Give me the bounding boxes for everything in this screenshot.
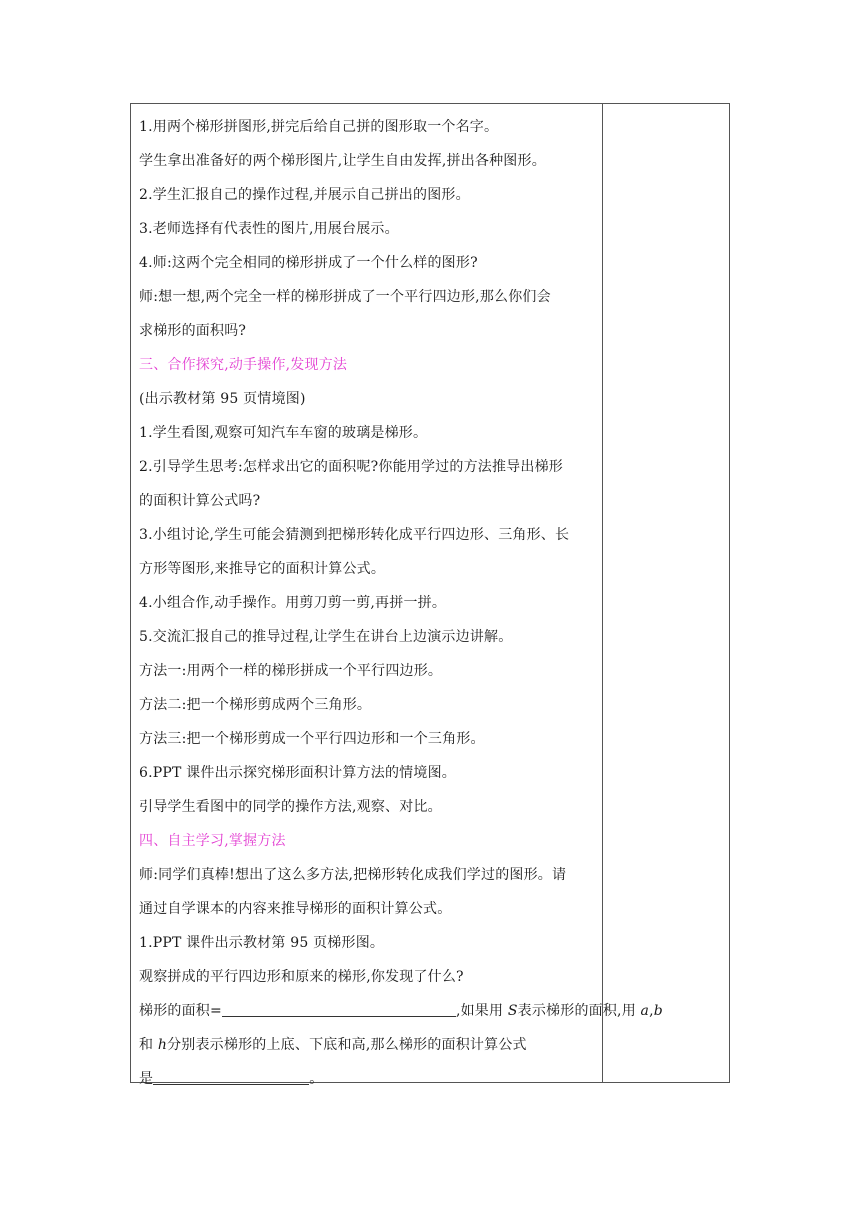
lesson-content-cell [131, 104, 663, 1087]
formula-text: 和 [139, 1037, 158, 1053]
text-line: 4.师:这两个完全相同的梯形拼成了一个什么样的图形? [139, 255, 478, 271]
column-divider [602, 104, 603, 1082]
fill-in-blank[interactable] [153, 1066, 309, 1085]
formula-line-3 [139, 1062, 598, 1096]
text-line: 4.小组合作,动手操作。用剪刀剪一剪,再拼一拼。 [139, 595, 447, 611]
formula-text: 是 [139, 1071, 154, 1087]
text-line: 3.小组讨论,学生可能会猜测到把梯形转化成平行四边形、三角形、长 [139, 527, 570, 543]
fill-in-blank[interactable] [222, 998, 456, 1017]
section-heading: 四、自主学习,掌握方法 [139, 833, 286, 849]
formula-text: ,如果用 [455, 1003, 508, 1019]
formula-line-2 [139, 1028, 598, 1062]
formula-text: 。 [309, 1071, 324, 1087]
text-line: 方法一:用两个一样的梯形拼成一个平行四边形。 [139, 663, 443, 679]
text-line: (出示教材第 95 页情境图) [139, 391, 306, 407]
text-line: 方法二:把一个梯形剪成两个三角形。 [139, 697, 372, 713]
text-line: 1.用两个梯形拼图形,拼完后给自己拼的图形取一个名字。 [139, 119, 499, 135]
variable-b: b [653, 1003, 663, 1019]
section-heading: 三、合作探究,动手操作,发现方法 [139, 357, 348, 373]
variable-s: S [507, 1003, 518, 1019]
text-line: 师:同学们真棒!想出了这么多方法,把梯形转化成我们学过的图形。请 [139, 867, 567, 883]
text-line: 6.PPT 课件出示探究梯形面积计算方法的情境图。 [139, 765, 456, 781]
text-line: 1.PPT 课件出示教材第 95 页梯形图。 [139, 935, 385, 951]
text-line: 的面积计算公式吗? [139, 493, 261, 509]
text-line: 学生拿出准备好的两个梯形图片,让学生自由发挥,拼出各种图形。 [139, 153, 546, 169]
variable-a: a [640, 1003, 650, 1019]
text-line: 5.交流汇报自己的推导过程,让学生在讲台上边演示边讲解。 [139, 629, 513, 645]
text-line: 师:想一想,两个完全一样的梯形拼成了一个平行四边形,那么你们会 [139, 289, 551, 305]
variable-h: h [157, 1037, 168, 1053]
text-line: 引导学生看图中的同学的操作方法,观察、对比。 [139, 799, 442, 815]
text-line: 通过自学课本的内容来推导梯形的面积计算公式。 [139, 901, 452, 917]
formula-text: 表示梯形的面积,用 [517, 1003, 641, 1019]
formula-label: 梯形的面积= [139, 1003, 222, 1019]
lesson-table [130, 103, 730, 1087]
formula-line-1 [139, 994, 663, 1028]
text-line: 方法三:把一个梯形剪成一个平行四边形和一个三角形。 [139, 731, 485, 747]
text-line: 求梯形的面积吗? [139, 323, 247, 339]
text-line: 2.引导学生思考:怎样求出它的面积呢?你能用学过的方法推导出梯形 [139, 459, 563, 475]
formula-comma: , [649, 1003, 654, 1019]
formula-text: 分别表示梯形的上底、下底和高,那么梯形的面积计算公式 [167, 1037, 527, 1053]
text-line: 2.学生汇报自己的操作过程,并展示自己拼出的图形。 [139, 187, 470, 203]
text-line: 3.老师选择有代表性的图片,用展台展示。 [139, 221, 399, 237]
text-line: 1.学生看图,观察可知汽车车窗的玻璃是梯形。 [139, 425, 428, 441]
text-line: 方形等图形,来推导它的面积计算公式。 [139, 561, 386, 577]
text-line: 观察拼成的平行四边形和原来的梯形,你发现了什么? [139, 969, 464, 985]
